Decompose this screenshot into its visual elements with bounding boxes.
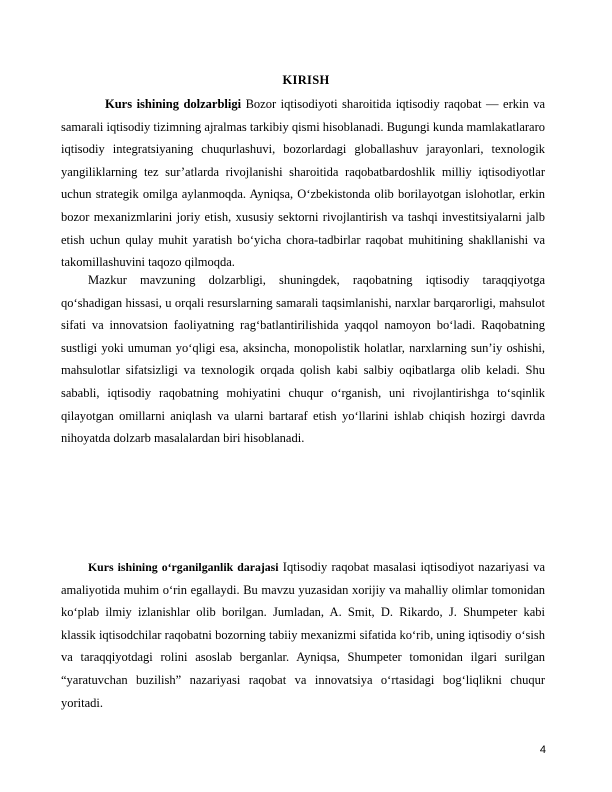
paragraph-study-level: [61, 556, 545, 714]
paragraph-text-study-level: Iqtisodiy raqobat masalasi iqtisodiyot nazariyasi va amaliyotida muhim o‘rin egallaydi. Bu mavzu yuzasidan xorijiy va mahalliy olimlar tomonidan ko‘plab ilmiy izlanishlar olib borilgan. Jumladan, A. Smit, D. Rikardo, J. Shumpeter kabi klassik iqtisodchilar raqobatni bozorning tabiiy mexanizmi sifatida ko‘rib, uning iqtisodiy o‘sish va taraqqiyotdagi rolini asoslab berganlar. Ayniqsa, Shumpeter tomonidan ilgari surilgan “yaratuvchan buzilish” nazariyasi raqobat va innovatsiya o‘rtasidagi bog‘liqlikni chuqur yoritadi.: [61, 560, 545, 710]
paragraph-text-significance: Mazkur mavzuning dolzarbligi, shuningdek, raqobatning iqtisodiy taraqqiyotga qo‘shadigan hissasi, u orqali resurslarning samarali taqsimlanishi, narxlar barqarorligi, mahsulot sifati va innovatsion faoliyatning rag‘batlantirilishida yaqqol namoyon bo‘ladi. Raqobatning sustligi yoki umuman yo‘qligi esa, aksincha, monopolistik holatlar, narxlarning sun’iy oshishi, mahsulotlar sifatsizligi va texnologik orqada qolish kabi salbiy oqibatlarga olib keladi. Shu sababli, iqtisodiy raqobatning mohiyatini chuqur o‘rganish, uni rivojlantirishga to‘sqinlik qilayotgan omillarni aniqlash va ularni bartaraf etish yo‘llarini ishlab chiqish hozirgi davrda nihoyatda dolzarb masalalardan biri hisoblanadi.: [61, 273, 545, 446]
paragraph-lead-relevance: Kurs ishining dolzarbligi: [105, 97, 242, 111]
paragraph-significance: [61, 269, 545, 450]
paragraph-text-relevance: Bozor iqtisodiyoti sharoitida iqtisodiy raqobat — erkin va samarali iqtisodiy tizimning ajralmas tarkibiy qismi hisoblanadi. Bugungi kunda mamlakatlararo iqtisodiy integratsiyaning chuqurlashuvi, bozorlardagi globallashuv jarayonlari, texnologik yangiliklarning tez sur’atlarda rivojlanishi sharoitida raqobatbardoshlik milliy iqtisodiyotlar uchun strategik omilga aylanmoqda. Ayniqsa, O‘zbekistonda olib borilayotgan islohotlar, erkin bozor mexanizmlarini joriy etish, xususiy sektorni rivojlantirish va tashqi investitsiyalarni jalb etish uchun qulay muhit yaratish bo‘yicha chora-tadbirlar raqobat muhitining shakllanishi va takomillashuvini taqozo qilmoqda.: [61, 97, 545, 270]
paragraph-relevance: [61, 93, 545, 274]
section-title: KIRISH: [282, 73, 330, 87]
page-number: 4: [539, 744, 546, 756]
paragraph-lead-study-level: Kurs ishining o‘rganilganlik darajasi: [88, 560, 279, 574]
